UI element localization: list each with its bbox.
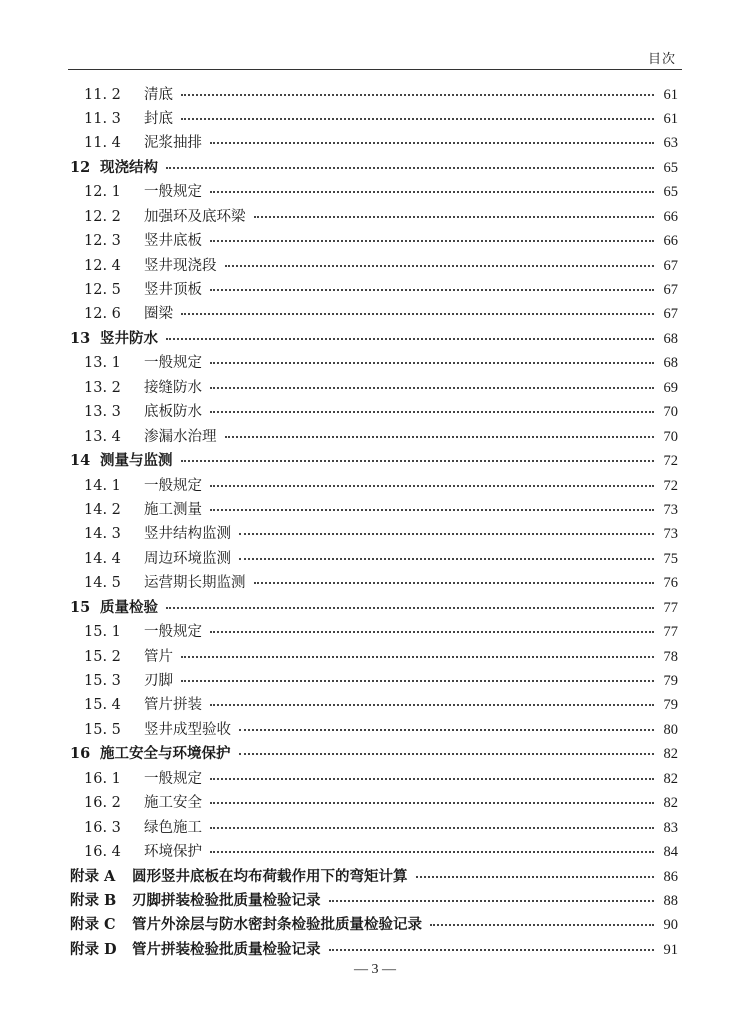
toc-entry-page: 67 — [663, 257, 678, 274]
toc-entry-title: 底板防水 — [144, 404, 202, 421]
toc-entry-page: 77 — [663, 599, 678, 616]
dot-leader — [210, 348, 654, 365]
toc-entry-title: 一般规定 — [144, 355, 202, 372]
toc-entry-title: 质量检验 — [100, 598, 158, 616]
toc-entry-title: 清底 — [144, 86, 173, 103]
toc-entry-page: 73 — [663, 526, 678, 543]
toc-entry-title: 渗漏水治理 — [144, 428, 217, 445]
dot-leader — [210, 837, 654, 854]
toc-entry-page: 73 — [663, 501, 678, 518]
toc-entry-page: 61 — [663, 86, 678, 103]
toc-entry-title: 圆形竖井底板在均布荷载作用下的弯矩计算 — [132, 867, 408, 885]
dot-leader — [430, 910, 654, 927]
toc-entry-number: 12. 6 — [84, 306, 121, 323]
dot-leader — [210, 226, 654, 243]
toc-entry-page: 61 — [663, 110, 678, 127]
toc-entry-title: 测量与监测 — [100, 452, 173, 470]
toc-entry-page: 91 — [663, 941, 678, 958]
toc-entry-title: 运营期长期监测 — [144, 575, 246, 592]
toc-entry-title: 封底 — [144, 110, 173, 127]
toc-entry-number: 15 — [70, 598, 91, 616]
toc-entry-page: 68 — [663, 355, 678, 372]
dot-leader — [416, 861, 655, 878]
toc-entry-page: 77 — [663, 624, 678, 641]
toc-entry-number: 13. 4 — [84, 428, 121, 445]
toc-entry-title: 一般规定 — [144, 624, 202, 641]
toc-entry-page: 70 — [663, 404, 678, 421]
toc-entry-page: 75 — [663, 550, 678, 567]
toc-entry-page: 76 — [663, 575, 678, 592]
toc-entry-number: 16. 1 — [84, 770, 121, 787]
table-of-contents — [70, 82, 678, 962]
toc-entry-title: 竖井底板 — [144, 233, 202, 250]
dot-leader — [166, 152, 654, 169]
toc-entry-page: 90 — [663, 917, 678, 934]
toc-entry-title: 施工安全 — [144, 795, 202, 812]
toc-entry-appendix[interactable] — [70, 937, 678, 961]
dot-leader — [210, 177, 654, 194]
toc-entry-number: 附录 A — [70, 867, 116, 885]
toc-entry-number: 14 — [70, 452, 91, 470]
dot-leader — [254, 201, 655, 218]
toc-entry-title: 刃脚 — [144, 673, 173, 689]
toc-entry-number: 15. 1 — [84, 624, 121, 641]
dot-leader — [210, 494, 654, 511]
toc-entry-page: 88 — [663, 892, 678, 909]
toc-entry-page: 79 — [663, 673, 678, 689]
dot-leader — [210, 812, 654, 829]
toc-entry-number: 14. 3 — [84, 526, 121, 543]
toc-entry-title: 管片外涂层与防水密封条检验批质量检验记录 — [132, 916, 422, 934]
toc-entry-number: 12. 5 — [84, 282, 121, 298]
toc-entry-number: 12 — [70, 158, 91, 176]
toc-entry-page: 72 — [663, 453, 678, 470]
toc-entry-number: 14. 1 — [84, 477, 121, 494]
dot-leader — [181, 299, 654, 316]
toc-entry-number: 13 — [70, 329, 91, 347]
toc-entry-page: 68 — [663, 330, 678, 347]
toc-entry-page: 78 — [663, 648, 678, 665]
toc-entry-title: 管片拼装检验批质量检验记录 — [132, 940, 321, 958]
toc-entry-number: 13. 1 — [84, 355, 121, 372]
dot-leader — [210, 617, 654, 634]
toc-entry-title: 周边环境监测 — [144, 550, 231, 567]
toc-entry-number: 15. 2 — [84, 648, 121, 665]
toc-entry-title: 加强环及底环梁 — [144, 208, 246, 225]
dot-leader — [239, 519, 654, 536]
dot-leader — [210, 372, 654, 389]
toc-entry-number: 11. 3 — [84, 110, 121, 127]
toc-entry-page: 67 — [663, 306, 678, 323]
toc-entry-page: 65 — [663, 184, 678, 201]
toc-entry-page: 80 — [663, 721, 678, 738]
toc-entry-page: 82 — [663, 770, 678, 787]
dot-leader — [181, 446, 655, 463]
toc-entry-page: 67 — [663, 282, 678, 298]
toc-entry-number: 16. 3 — [84, 819, 121, 836]
toc-entry-title: 一般规定 — [144, 477, 202, 494]
toc-entry-page: 66 — [663, 233, 678, 250]
toc-entry-number: 11. 2 — [84, 86, 121, 103]
toc-entry-page: 82 — [663, 795, 678, 812]
toc-entry-title: 竖井结构监测 — [144, 526, 231, 543]
toc-entry-title: 一般规定 — [144, 770, 202, 787]
dot-leader — [225, 421, 655, 438]
toc-entry-title: 管片 — [144, 648, 173, 665]
toc-entry-page: 66 — [663, 208, 678, 225]
dot-leader — [210, 275, 654, 292]
toc-entry-number: 12. 3 — [84, 233, 121, 250]
toc-entry-number: 附录 D — [70, 940, 117, 958]
toc-entry-number: 16. 4 — [84, 844, 121, 861]
toc-entry-title: 管片拼装 — [144, 697, 202, 714]
toc-entry-number: 14. 4 — [84, 550, 121, 567]
toc-entry-title: 圈梁 — [144, 306, 173, 323]
header-rule — [68, 69, 682, 70]
toc-entry-page: 72 — [663, 477, 678, 494]
dot-leader — [210, 397, 654, 414]
toc-entry-number: 15. 3 — [84, 673, 121, 689]
dot-leader — [181, 641, 654, 658]
dot-leader — [166, 323, 654, 340]
toc-entry-page: 83 — [663, 819, 678, 836]
toc-entry-title: 刃脚拼装检验批质量检验记录 — [132, 891, 321, 909]
toc-entry-number: 12. 4 — [84, 257, 121, 274]
dot-leader — [239, 714, 654, 731]
toc-entry-number: 附录 C — [70, 916, 116, 934]
toc-entry-number: 12. 1 — [84, 184, 121, 201]
dot-leader — [181, 79, 654, 96]
dot-leader — [329, 885, 655, 902]
toc-entry-number: 15. 5 — [84, 721, 121, 738]
toc-entry-number: 13. 3 — [84, 404, 121, 421]
dot-leader — [181, 103, 654, 120]
running-title: 目次 — [647, 52, 676, 67]
toc-entry-page: 84 — [663, 844, 678, 861]
dot-leader — [239, 543, 654, 560]
dot-leader — [166, 592, 654, 609]
toc-entry-page: 65 — [663, 159, 678, 176]
toc-entry-number: 14. 5 — [84, 575, 121, 592]
toc-entry-number: 附录 B — [70, 891, 117, 909]
toc-entry-page: 69 — [663, 379, 678, 396]
toc-entry-title: 竖井现浇段 — [144, 257, 217, 274]
toc-entry-title: 现浇结构 — [100, 158, 158, 176]
page-number: — 3 — — [354, 962, 396, 977]
toc-entry-title: 一般规定 — [144, 184, 202, 201]
dot-leader — [239, 739, 655, 756]
toc-entry-page: 79 — [663, 697, 678, 714]
toc-entry-page: 86 — [663, 868, 678, 885]
dot-leader — [210, 128, 654, 145]
toc-entry-title: 施工测量 — [144, 501, 202, 518]
toc-entry-page: 70 — [663, 428, 678, 445]
dot-leader — [210, 763, 654, 780]
toc-entry-title: 竖井顶板 — [144, 282, 202, 298]
toc-entry-page: 82 — [663, 746, 678, 763]
dot-leader — [210, 788, 654, 805]
dot-leader — [210, 470, 654, 487]
toc-entry-title: 竖井成型验收 — [144, 721, 231, 738]
dot-leader — [254, 568, 655, 585]
toc-entry-number: 15. 4 — [84, 697, 121, 714]
dot-leader — [225, 250, 655, 267]
toc-entry-number: 11. 4 — [84, 135, 121, 152]
toc-entry-title: 施工安全与环境保护 — [100, 745, 231, 763]
toc-entry-title: 接缝防水 — [144, 379, 202, 396]
toc-entry-title: 绿色施工 — [144, 819, 202, 836]
toc-entry-page: 63 — [663, 135, 678, 152]
toc-entry-number: 12. 2 — [84, 208, 121, 225]
dot-leader — [210, 690, 654, 707]
toc-entry-number: 13. 2 — [84, 379, 121, 396]
toc-entry-title: 环境保护 — [144, 844, 202, 861]
dot-leader — [329, 934, 655, 951]
toc-entry-title: 竖井防水 — [100, 329, 158, 347]
toc-entry-number: 14. 2 — [84, 501, 121, 518]
toc-entry-number: 16. 2 — [84, 795, 121, 812]
toc-entry-number: 16 — [70, 745, 91, 763]
toc-entry-title: 泥浆抽排 — [144, 135, 202, 152]
dot-leader — [181, 666, 654, 683]
